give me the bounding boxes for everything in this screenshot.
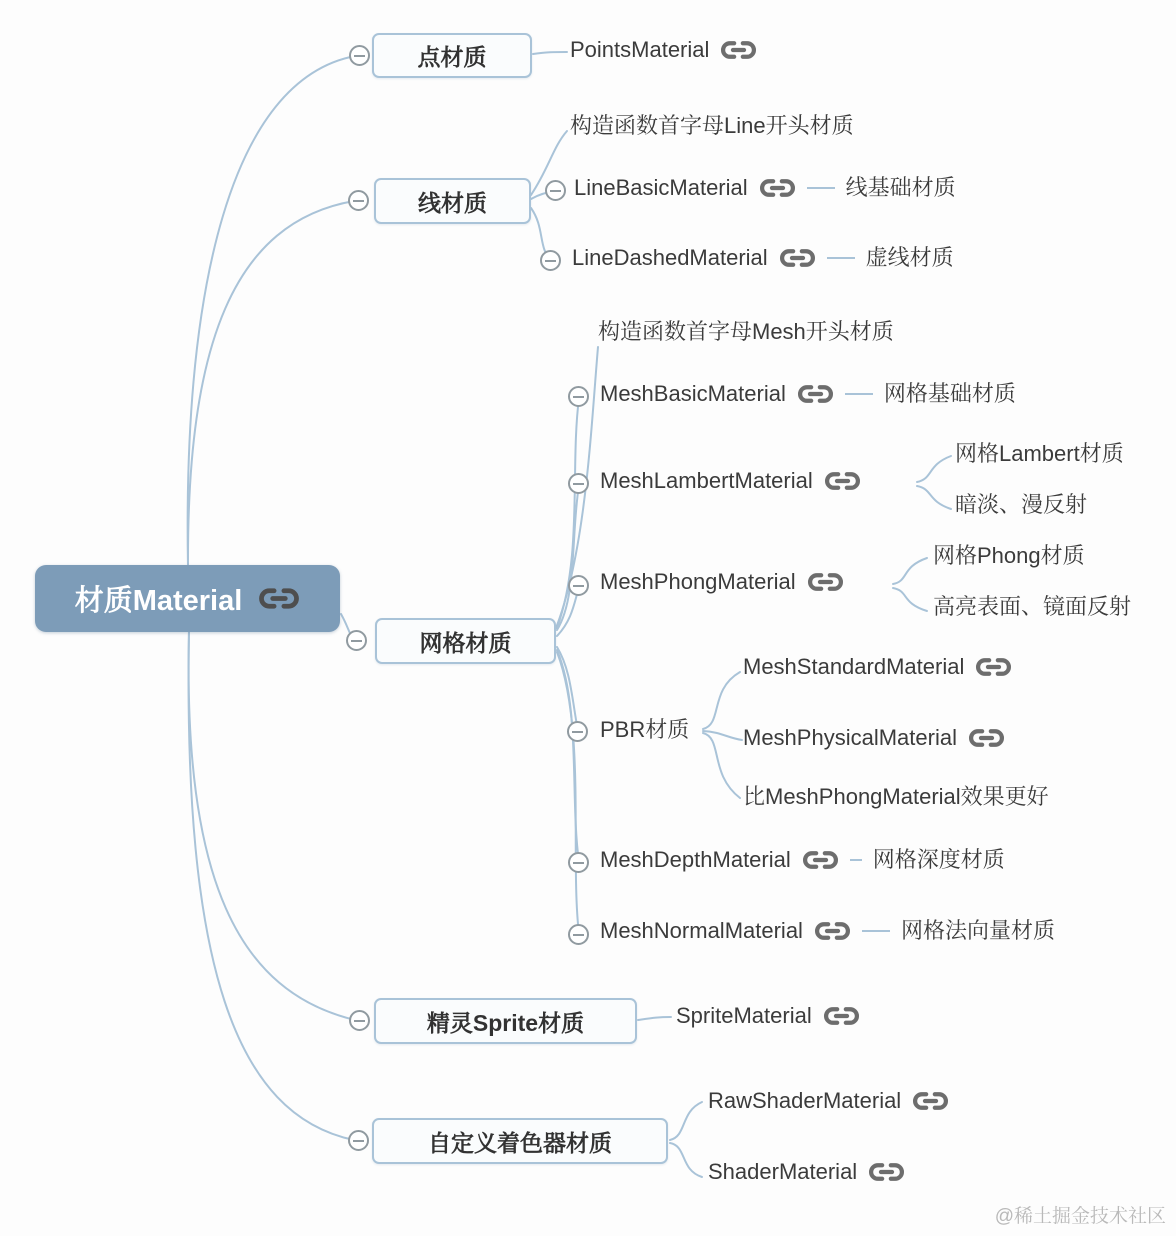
branch-label: 网格材质	[419, 629, 512, 656]
branch-label: 自定义着色器材质	[428, 1129, 612, 1156]
collapse-icon[interactable]	[545, 180, 566, 201]
collapse-icon[interactable]	[568, 386, 589, 407]
node-label: 构造函数首字母Mesh开头材质	[598, 319, 894, 344]
collapse-icon[interactable]	[540, 250, 561, 271]
collapse-icon[interactable]	[349, 1010, 370, 1031]
node-label: RawShaderMaterial	[708, 1088, 902, 1113]
link-icon[interactable]	[814, 921, 851, 941]
node-lambert-desc-1[interactable]	[955, 441, 1124, 467]
node-label: MeshPhysicalMaterial	[743, 725, 957, 750]
node-desc[interactable]: 线基础材质	[845, 175, 956, 200]
link-icon[interactable]	[912, 1091, 949, 1111]
link-icon[interactable]	[968, 728, 1005, 748]
node-mesh-basic-material[interactable]	[600, 381, 1016, 407]
node-desc[interactable]: 虚线材质	[865, 245, 954, 270]
node-shader-material[interactable]	[708, 1159, 905, 1185]
node-line-dashed-material[interactable]	[572, 245, 954, 271]
node-mesh-lambert-material[interactable]	[600, 468, 861, 494]
node-mesh-phong-material[interactable]	[600, 569, 844, 595]
node-raw-shader-material[interactable]	[708, 1088, 949, 1114]
node-desc[interactable]: 网格法向量材质	[900, 918, 1055, 943]
node-label: 网格Lambert材质	[955, 441, 1124, 466]
node-label: 网格Phong材质	[933, 543, 1085, 568]
node-pbr-note[interactable]	[743, 784, 1049, 810]
collapse-icon[interactable]	[348, 1130, 369, 1151]
link-icon[interactable]	[779, 248, 816, 268]
connector-dash	[807, 187, 835, 189]
node-desc[interactable]: 网格基础材质	[883, 381, 1016, 406]
connector-dash	[850, 859, 862, 861]
link-icon[interactable]	[797, 384, 834, 404]
collapse-icon[interactable]	[568, 852, 589, 873]
node-label: MeshNormalMaterial	[600, 918, 803, 943]
node-desc[interactable]: 网格深度材质	[872, 847, 1005, 872]
link-icon[interactable]	[868, 1162, 905, 1182]
node-label: MeshBasicMaterial	[600, 381, 786, 406]
node-label: MeshStandardMaterial	[743, 654, 965, 679]
collapse-icon[interactable]	[348, 190, 369, 211]
node-label: PointsMaterial	[570, 37, 710, 62]
node-label: 暗淡、漫反射	[955, 492, 1088, 517]
collapse-icon[interactable]	[349, 45, 370, 66]
collapse-icon[interactable]	[567, 721, 588, 742]
connector-dash	[827, 257, 855, 259]
link-icon[interactable]	[807, 572, 844, 592]
root-node-material[interactable]	[35, 565, 340, 632]
node-label: 比MeshPhongMaterial效果更好	[743, 784, 1049, 809]
collapse-icon[interactable]	[568, 473, 589, 494]
node-mesh-depth-material[interactable]	[600, 847, 1005, 873]
link-icon[interactable]	[802, 850, 839, 870]
branch-line-material[interactable]	[374, 178, 531, 224]
node-phong-desc-2[interactable]	[933, 594, 1131, 620]
link-icon[interactable]	[759, 178, 796, 198]
node-points-material[interactable]	[570, 37, 757, 63]
node-label: MeshLambertMaterial	[600, 468, 813, 493]
collapse-icon[interactable]	[568, 575, 589, 596]
node-label: MeshPhongMaterial	[600, 569, 796, 594]
branch-label: 线材质	[418, 189, 487, 216]
node-label: 高亮表面、镜面反射	[933, 594, 1132, 619]
watermark: @稀土掘金技术社区	[994, 1206, 1166, 1227]
node-phong-desc-1[interactable]	[933, 543, 1085, 569]
branch-label: 点材质	[417, 44, 487, 70]
link-icon[interactable]	[258, 587, 300, 610]
link-icon[interactable]	[824, 471, 861, 491]
node-label: ShaderMaterial	[708, 1159, 858, 1184]
link-icon[interactable]	[720, 40, 757, 60]
node-mesh-standard-material[interactable]	[743, 654, 1012, 680]
branch-label: 精灵Sprite材质	[426, 1009, 585, 1036]
root-label: 材质Material	[74, 585, 243, 617]
link-icon[interactable]	[975, 657, 1012, 677]
branch-custom-shader-material[interactable]	[372, 1118, 668, 1164]
connector-dash	[845, 393, 873, 395]
node-line-note[interactable]	[570, 113, 854, 139]
node-mesh-normal-material[interactable]	[600, 918, 1055, 944]
node-label: LineDashedMaterial	[572, 245, 768, 270]
branch-point-material[interactable]	[372, 33, 532, 78]
node-label: SpriteMaterial	[676, 1003, 812, 1028]
node-label: 构造函数首字母Line开头材质	[570, 113, 854, 138]
node-mesh-note[interactable]	[598, 319, 894, 345]
node-label: MeshDepthMaterial	[600, 847, 791, 872]
collapse-icon[interactable]	[346, 630, 367, 651]
connector-dash	[862, 930, 890, 932]
node-sprite-material[interactable]	[676, 1003, 860, 1029]
branch-mesh-material[interactable]	[375, 618, 556, 664]
link-icon[interactable]	[823, 1006, 860, 1026]
node-lambert-desc-2[interactable]	[955, 492, 1087, 518]
node-label: LineBasicMaterial	[574, 175, 748, 200]
branch-sprite-material[interactable]	[374, 998, 637, 1044]
node-mesh-physical-material[interactable]	[743, 725, 1005, 751]
node-pbr-material[interactable]	[600, 717, 689, 743]
collapse-icon[interactable]	[568, 924, 589, 945]
node-label: PBR材质	[600, 717, 690, 742]
node-line-basic-material[interactable]	[574, 175, 956, 201]
